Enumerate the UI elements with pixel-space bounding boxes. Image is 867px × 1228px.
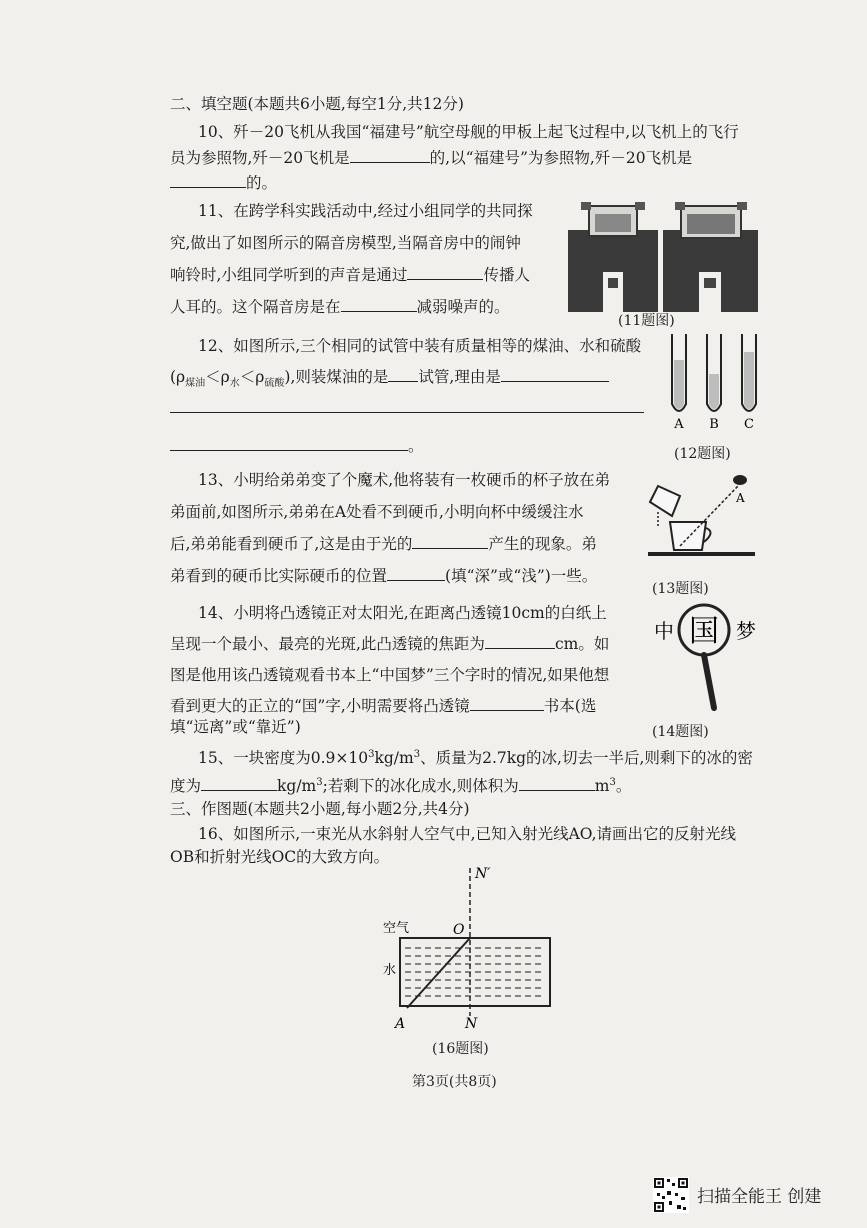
q16-line2: OB和折射光线OC的大致方向。 xyxy=(170,848,390,866)
q14-line3: 图是他用该凸透镜观看书本上“中国梦”三个字时的情况,如果他想 xyxy=(170,666,610,684)
q15-sup-3: 3 xyxy=(316,777,323,788)
q15-sup-1: 3 xyxy=(368,749,375,760)
refraction-diagram xyxy=(375,858,575,1038)
q13-text-b: 产生的现象。弟 xyxy=(488,535,597,553)
test-tube-b xyxy=(707,334,721,411)
q12-lt-2: ＜ρ xyxy=(239,368,265,386)
tube-label-a: A xyxy=(674,417,684,430)
q14-text-c: 看到更大的正立的“国”字,小明需要将凸透镜 xyxy=(170,697,470,715)
q12-blank-2[interactable] xyxy=(501,367,609,382)
q13-text-a: 后,弟弟能看到硬币了,这是由于光的 xyxy=(170,535,413,553)
q13-line1: 13、小明给弟弟变了个魔术,他将装有一枚硬币的杯子放在弟 xyxy=(198,471,611,489)
char-guo: 国 xyxy=(689,614,719,649)
q12-text-c: 试管,理由是 xyxy=(418,368,501,386)
q11-text-a: 响铃时,小组同学听到的声音是通过 xyxy=(170,266,408,284)
label-air: 空气 xyxy=(383,921,410,936)
magic-cup-figure xyxy=(640,462,760,562)
q15-blank-2[interactable] xyxy=(519,776,595,791)
q14-line4 xyxy=(170,696,596,716)
q14-text-d: 书本(选 xyxy=(543,697,597,715)
q12-line3 xyxy=(170,398,644,418)
q15-text-b: kg/m xyxy=(374,749,414,768)
q14-line5: 填“远离”或“靠近”) xyxy=(170,718,301,736)
page-number: 第3页(共8页) xyxy=(412,1074,497,1090)
q15-sup-2: 3 xyxy=(413,749,421,760)
q14-blank-2[interactable] xyxy=(470,696,544,711)
q11-caption: (11题图) xyxy=(618,313,675,329)
eye-icon xyxy=(733,475,747,485)
q12-rho-kerosene-sub: 煤油 xyxy=(185,378,206,390)
char-zhong: 中 xyxy=(654,619,674,643)
q13-blank-2[interactable] xyxy=(387,566,445,581)
test-tube-a xyxy=(672,334,686,411)
q12-rho-open: (ρ xyxy=(170,368,186,386)
q15-text-a: 15、一块密度为0.9×10 xyxy=(198,749,369,768)
q15-line1 xyxy=(198,745,753,768)
q10-line3 xyxy=(170,173,277,193)
q11-line4 xyxy=(170,297,510,317)
q14-blank-1[interactable] xyxy=(485,634,555,649)
q11-text-b: 传播人 xyxy=(483,266,530,284)
q14-caption: (14题图) xyxy=(652,724,709,740)
label-n-prime: N′ xyxy=(475,866,491,882)
qr-code-icon xyxy=(653,1177,689,1213)
point-a-label: A xyxy=(736,491,745,505)
pitcher-icon xyxy=(650,486,680,516)
tube-label-b: B xyxy=(709,417,719,430)
q15-text-f: ;若剩下的冰化成水,则体积为 xyxy=(322,777,519,796)
q10-text-a: 员为参照物,歼－20飞机是 xyxy=(170,149,350,167)
q11-text-d: 减弱噪声的。 xyxy=(416,298,510,316)
q15-line2 xyxy=(170,773,631,796)
q16-line1: 16、如图所示,一束光从水斜射人空气中,已知入射光线AO,请画出它的反射光线 xyxy=(198,825,736,843)
q11-line2: 究,做出了如图所示的隔音房模型,当隔音房中的闹钟 xyxy=(170,234,521,252)
q14-text-a: 呈现一个最小、最亮的光斑,此凸透镜的焦距为 xyxy=(170,635,485,653)
q14-line2 xyxy=(170,634,609,654)
label-n: N xyxy=(465,1016,478,1032)
cup-icon xyxy=(670,522,706,550)
soundproof-room-figure xyxy=(563,192,773,318)
q12-rho-acid-sub: 硫酸 xyxy=(264,378,285,390)
q11-line1: 11、在跨学科实践活动中,经过小组同学的共同探 xyxy=(198,202,533,220)
q13-caption: (13题图) xyxy=(652,581,709,597)
q16-caption: (16题图) xyxy=(432,1041,489,1057)
q12-blank-4[interactable] xyxy=(170,436,408,451)
q15-text-c: 、质量为2.7kg的冰,切去一半后,则剩下的冰的密 xyxy=(420,749,753,768)
q15-blank-1[interactable] xyxy=(201,776,277,791)
q13-line2: 弟面前,如图所示,弟弟在A处看不到硬币,小明向杯中缓缓注水 xyxy=(170,503,584,521)
q12-line2 xyxy=(170,367,609,394)
q12-text-b: ),则装煤油的是 xyxy=(284,368,389,386)
tube-label-c: C xyxy=(744,417,754,430)
q15-text-g: m xyxy=(594,777,610,796)
q14-line1: 14、小明将凸透镜正对太阳光,在距离凸透镜10cm的白纸上 xyxy=(198,604,607,622)
q15-text-e: kg/m xyxy=(277,777,317,796)
q12-line4 xyxy=(170,436,424,456)
q12-line1: 12、如图所示,三个相同的试管中装有质量相等的煤油、水和硫酸 xyxy=(198,337,642,355)
soundproof-room-right xyxy=(663,202,758,312)
magnifier-figure xyxy=(640,600,770,715)
q11-text-c: 人耳的。这个隔音房是在 xyxy=(170,298,341,316)
section-3-heading: 三、作图题(本题共2小题,每小题2分,共4分) xyxy=(170,800,470,818)
q13-line4 xyxy=(170,566,597,586)
q12-period: 。 xyxy=(408,437,424,455)
q13-text-c: 弟看到的硬币比实际硬币的位置 xyxy=(170,567,388,585)
magnifier-handle xyxy=(704,655,714,708)
q10-text-b: 的,以“福建号”为参照物,歼－20飞机是 xyxy=(429,149,693,167)
label-o: O xyxy=(453,922,465,938)
q15-sup-4: 3 xyxy=(609,777,616,788)
q11-blank-1[interactable] xyxy=(407,265,483,280)
q10-line2 xyxy=(170,148,692,168)
label-water: 水 xyxy=(383,963,397,978)
q15-text-d: 度为 xyxy=(170,777,202,796)
q10-text-c: 的。 xyxy=(246,174,278,192)
q12-caption: (12题图) xyxy=(674,446,731,462)
label-a: A xyxy=(395,1016,406,1032)
q10-blank-2[interactable] xyxy=(170,173,246,188)
q13-line3 xyxy=(170,534,597,554)
q15-text-h: 。 xyxy=(615,777,632,796)
q12-rho-water-sub: 水 xyxy=(229,378,240,390)
q12-lt-1: ＜ρ xyxy=(205,368,230,386)
test-tubes-figure xyxy=(664,330,774,430)
q11-line3 xyxy=(170,265,530,285)
q13-text-d: (填“深”或“浅”)一些。 xyxy=(445,567,598,585)
q10-line1: 10、歼－20飞机从我国“福建号”航空母舰的甲板上起飞过程中,以飞机上的飞行 xyxy=(198,123,739,141)
q12-blank-1[interactable] xyxy=(388,367,418,382)
section-2-heading: 二、填空题(本题共6小题,每空1分,共12分) xyxy=(170,95,464,113)
scanner-brand: 扫描全能王 创建 xyxy=(697,1187,822,1207)
char-meng: 梦 xyxy=(736,619,756,643)
q12-blank-3[interactable] xyxy=(170,398,644,413)
q14-text-b: cm。如 xyxy=(554,635,610,653)
q13-blank-1[interactable] xyxy=(412,534,488,549)
soundproof-room-left xyxy=(568,202,658,312)
test-tube-c xyxy=(742,334,756,411)
q10-blank-1[interactable] xyxy=(350,148,430,163)
q11-blank-2[interactable] xyxy=(341,297,417,312)
